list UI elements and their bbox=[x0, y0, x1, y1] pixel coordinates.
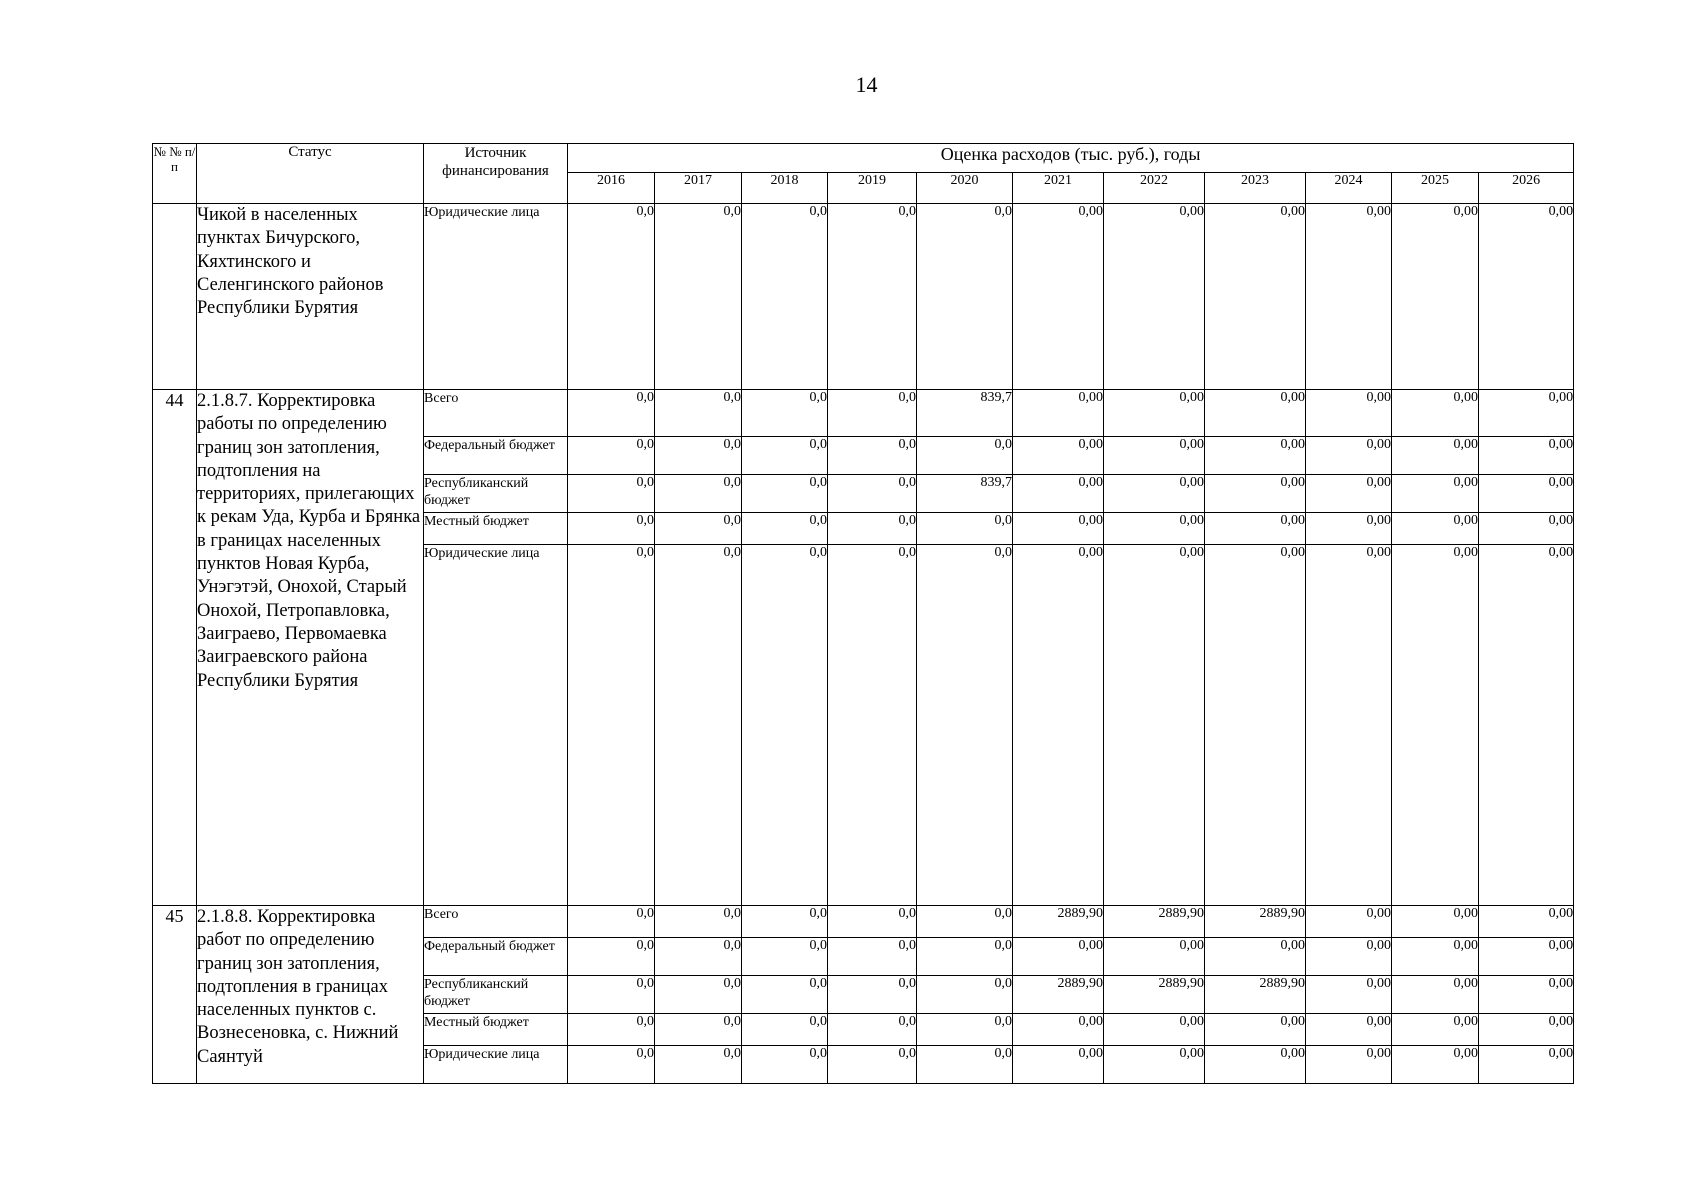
value-cell: 0,00 bbox=[1392, 437, 1479, 475]
source-cell: Всего bbox=[424, 906, 568, 938]
value-cell: 0,00 bbox=[1392, 204, 1479, 390]
value-cell: 0,00 bbox=[1392, 1046, 1479, 1084]
value-cell: 2889,90 bbox=[1013, 976, 1104, 1014]
header-source: Источник финансирования bbox=[424, 144, 568, 204]
value-cell: 2889,90 bbox=[1104, 976, 1205, 1014]
value-cell: 0,0 bbox=[917, 1046, 1013, 1084]
value-cell: 0,0 bbox=[742, 437, 828, 475]
value-cell: 0,0 bbox=[742, 390, 828, 437]
value-cell: 0,0 bbox=[828, 390, 917, 437]
value-cell: 0,0 bbox=[742, 513, 828, 545]
value-cell: 0,00 bbox=[1205, 204, 1306, 390]
value-cell: 0,00 bbox=[1306, 938, 1392, 976]
value-cell: 0,00 bbox=[1205, 1046, 1306, 1084]
value-cell: 0,00 bbox=[1205, 513, 1306, 545]
value-cell: 0,0 bbox=[917, 938, 1013, 976]
header-year: 2016 bbox=[568, 173, 655, 204]
value-cell: 0,0 bbox=[742, 906, 828, 938]
value-cell: 0,00 bbox=[1392, 545, 1479, 906]
header-year: 2017 bbox=[655, 173, 742, 204]
value-cell: 0,0 bbox=[828, 938, 917, 976]
value-cell: 0,00 bbox=[1479, 1014, 1574, 1046]
value-cell: 0,00 bbox=[1479, 204, 1574, 390]
value-cell: 0,0 bbox=[828, 1046, 917, 1084]
value-cell: 0,0 bbox=[917, 1014, 1013, 1046]
table-row bbox=[153, 390, 1574, 437]
value-cell: 0,00 bbox=[1104, 513, 1205, 545]
value-cell: 0,00 bbox=[1205, 475, 1306, 513]
source-cell: Юридические лица bbox=[424, 1046, 568, 1084]
value-cell: 0,00 bbox=[1392, 976, 1479, 1014]
value-cell: 0,0 bbox=[917, 513, 1013, 545]
value-cell: 0,0 bbox=[655, 390, 742, 437]
value-cell: 0,0 bbox=[828, 1014, 917, 1046]
value-cell: 0,00 bbox=[1306, 1046, 1392, 1084]
value-cell: 0,00 bbox=[1306, 475, 1392, 513]
value-cell: 0,00 bbox=[1104, 204, 1205, 390]
value-cell: 839,7 bbox=[917, 475, 1013, 513]
status-cell: 2.1.8.8. Корректировка работ по определению границ зон затопления, подтопления в границах населенных пунктов с. Вознесеновка, с. Нижний Саянтуй bbox=[197, 906, 424, 1084]
source-cell: Местный бюджет bbox=[424, 513, 568, 545]
value-cell: 0,00 bbox=[1013, 204, 1104, 390]
value-cell: 0,0 bbox=[742, 545, 828, 906]
value-cell: 0,00 bbox=[1479, 437, 1574, 475]
value-cell: 0,00 bbox=[1104, 390, 1205, 437]
value-cell: 0,00 bbox=[1205, 938, 1306, 976]
value-cell: 0,00 bbox=[1205, 437, 1306, 475]
value-cell: 0,0 bbox=[568, 513, 655, 545]
value-cell: 0,0 bbox=[655, 545, 742, 906]
value-cell: 0,00 bbox=[1306, 513, 1392, 545]
value-cell: 0,00 bbox=[1479, 390, 1574, 437]
value-cell: 0,0 bbox=[917, 545, 1013, 906]
row-number: 45 bbox=[153, 906, 197, 1084]
value-cell: 0,00 bbox=[1104, 1014, 1205, 1046]
value-cell: 0,00 bbox=[1306, 1014, 1392, 1046]
value-cell: 0,0 bbox=[917, 437, 1013, 475]
header-expense-group: Оценка расходов (тыс. руб.), годы bbox=[568, 144, 1574, 173]
value-cell: 0,00 bbox=[1479, 906, 1574, 938]
value-cell: 0,0 bbox=[655, 1046, 742, 1084]
value-cell: 0,0 bbox=[742, 976, 828, 1014]
expense-table bbox=[152, 143, 1574, 1084]
value-cell: 0,00 bbox=[1479, 513, 1574, 545]
value-cell: 2889,90 bbox=[1205, 976, 1306, 1014]
value-cell: 0,00 bbox=[1104, 938, 1205, 976]
source-cell: Всего bbox=[424, 390, 568, 437]
value-cell: 0,00 bbox=[1013, 513, 1104, 545]
source-cell: Республиканский бюджет bbox=[424, 976, 568, 1014]
table-row bbox=[153, 906, 1574, 938]
value-cell: 0,00 bbox=[1205, 390, 1306, 437]
value-cell: 0,0 bbox=[568, 938, 655, 976]
value-cell: 0,0 bbox=[828, 545, 917, 906]
value-cell: 2889,90 bbox=[1013, 906, 1104, 938]
value-cell: 0,0 bbox=[655, 513, 742, 545]
value-cell: 0,0 bbox=[655, 204, 742, 390]
value-cell: 0,00 bbox=[1392, 906, 1479, 938]
value-cell: 0,0 bbox=[917, 976, 1013, 1014]
value-cell: 0,0 bbox=[655, 906, 742, 938]
value-cell: 0,00 bbox=[1306, 545, 1392, 906]
value-cell: 0,0 bbox=[742, 475, 828, 513]
value-cell: 0,00 bbox=[1392, 938, 1479, 976]
page-number: 14 bbox=[855, 72, 878, 97]
header-year: 2022 bbox=[1104, 173, 1205, 204]
status-cell: 2.1.8.7. Корректировка работы по определению границ зон затопления, подтопления на территориях, прилегающих к рекам Уда, Курба и Брянка в границах населенных пунктов Новая Курба, Унэгэтэй, Онохой, Старый Онохой, Петропавловка, Заиграево, Первомаевка Заиграевского района Республики Бурятия bbox=[197, 390, 424, 906]
value-cell: 0,00 bbox=[1013, 545, 1104, 906]
value-cell: 0,00 bbox=[1306, 976, 1392, 1014]
value-cell: 0,0 bbox=[828, 906, 917, 938]
header-year: 2023 bbox=[1205, 173, 1306, 204]
value-cell: 0,00 bbox=[1013, 1046, 1104, 1084]
value-cell: 0,0 bbox=[742, 938, 828, 976]
row-number bbox=[153, 204, 197, 390]
value-cell: 0,00 bbox=[1479, 1046, 1574, 1084]
header-num: № № п/п bbox=[153, 144, 197, 204]
value-cell: 2889,90 bbox=[1104, 906, 1205, 938]
row-number: 44 bbox=[153, 390, 197, 906]
value-cell: 0,0 bbox=[568, 545, 655, 906]
value-cell: 0,00 bbox=[1306, 390, 1392, 437]
value-cell: 0,00 bbox=[1392, 513, 1479, 545]
value-cell: 0,0 bbox=[828, 513, 917, 545]
source-cell: Федеральный бюджет bbox=[424, 938, 568, 976]
header-year: 2026 bbox=[1479, 173, 1574, 204]
value-cell: 2889,90 bbox=[1205, 906, 1306, 938]
value-cell: 0,00 bbox=[1479, 938, 1574, 976]
header-year: 2024 bbox=[1306, 173, 1392, 204]
value-cell: 0,00 bbox=[1013, 938, 1104, 976]
value-cell: 0,0 bbox=[655, 437, 742, 475]
value-cell: 0,00 bbox=[1479, 545, 1574, 906]
value-cell: 0,0 bbox=[568, 906, 655, 938]
value-cell: 0,0 bbox=[568, 437, 655, 475]
header-year: 2018 bbox=[742, 173, 828, 204]
value-cell: 0,0 bbox=[655, 1014, 742, 1046]
value-cell: 0,0 bbox=[655, 976, 742, 1014]
source-cell: Местный бюджет bbox=[424, 1014, 568, 1046]
value-cell: 0,00 bbox=[1306, 437, 1392, 475]
value-cell: 0,00 bbox=[1104, 437, 1205, 475]
value-cell: 0,0 bbox=[917, 204, 1013, 390]
value-cell: 0,00 bbox=[1013, 390, 1104, 437]
value-cell: 0,0 bbox=[568, 475, 655, 513]
value-cell: 0,0 bbox=[828, 204, 917, 390]
table-body bbox=[153, 204, 1574, 1084]
header-row-group bbox=[153, 144, 1574, 173]
status-cell: Чикой в населенных пунктах Бичурского, Кяхтинского и Селенгинского районов Республики Бурятия bbox=[197, 204, 424, 390]
source-cell: Юридические лица bbox=[424, 545, 568, 906]
value-cell: 0,00 bbox=[1104, 1046, 1205, 1084]
value-cell: 0,00 bbox=[1104, 545, 1205, 906]
value-cell: 0,0 bbox=[655, 475, 742, 513]
value-cell: 0,00 bbox=[1392, 1014, 1479, 1046]
header-year: 2020 bbox=[917, 173, 1013, 204]
header-status: Статус bbox=[197, 144, 424, 204]
value-cell: 0,00 bbox=[1205, 1014, 1306, 1046]
value-cell: 0,0 bbox=[568, 390, 655, 437]
value-cell: 0,00 bbox=[1479, 475, 1574, 513]
value-cell: 0,0 bbox=[568, 1014, 655, 1046]
value-cell: 0,00 bbox=[1392, 475, 1479, 513]
value-cell: 0,00 bbox=[1013, 437, 1104, 475]
value-cell: 0,00 bbox=[1104, 475, 1205, 513]
value-cell: 0,00 bbox=[1013, 1014, 1104, 1046]
value-cell: 0,0 bbox=[742, 204, 828, 390]
value-cell: 0,00 bbox=[1479, 976, 1574, 1014]
value-cell: 0,00 bbox=[1205, 545, 1306, 906]
value-cell: 0,0 bbox=[568, 976, 655, 1014]
value-cell: 0,0 bbox=[655, 938, 742, 976]
value-cell: 839,7 bbox=[917, 390, 1013, 437]
value-cell: 0,0 bbox=[917, 906, 1013, 938]
value-cell: 0,0 bbox=[568, 1046, 655, 1084]
value-cell: 0,00 bbox=[1306, 906, 1392, 938]
value-cell: 0,00 bbox=[1306, 204, 1392, 390]
value-cell: 0,00 bbox=[1392, 390, 1479, 437]
table-row bbox=[153, 204, 1574, 390]
value-cell: 0,0 bbox=[742, 1046, 828, 1084]
source-cell: Юридические лица bbox=[424, 204, 568, 390]
value-cell: 0,0 bbox=[568, 204, 655, 390]
source-cell: Республиканский бюджет bbox=[424, 475, 568, 513]
header-year: 2025 bbox=[1392, 173, 1479, 204]
header-year: 2019 bbox=[828, 173, 917, 204]
header-year: 2021 bbox=[1013, 173, 1104, 204]
value-cell: 0,0 bbox=[828, 437, 917, 475]
source-cell: Федеральный бюджет bbox=[424, 437, 568, 475]
value-cell: 0,0 bbox=[742, 1014, 828, 1046]
value-cell: 0,0 bbox=[828, 475, 917, 513]
value-cell: 0,0 bbox=[828, 976, 917, 1014]
value-cell: 0,00 bbox=[1013, 475, 1104, 513]
